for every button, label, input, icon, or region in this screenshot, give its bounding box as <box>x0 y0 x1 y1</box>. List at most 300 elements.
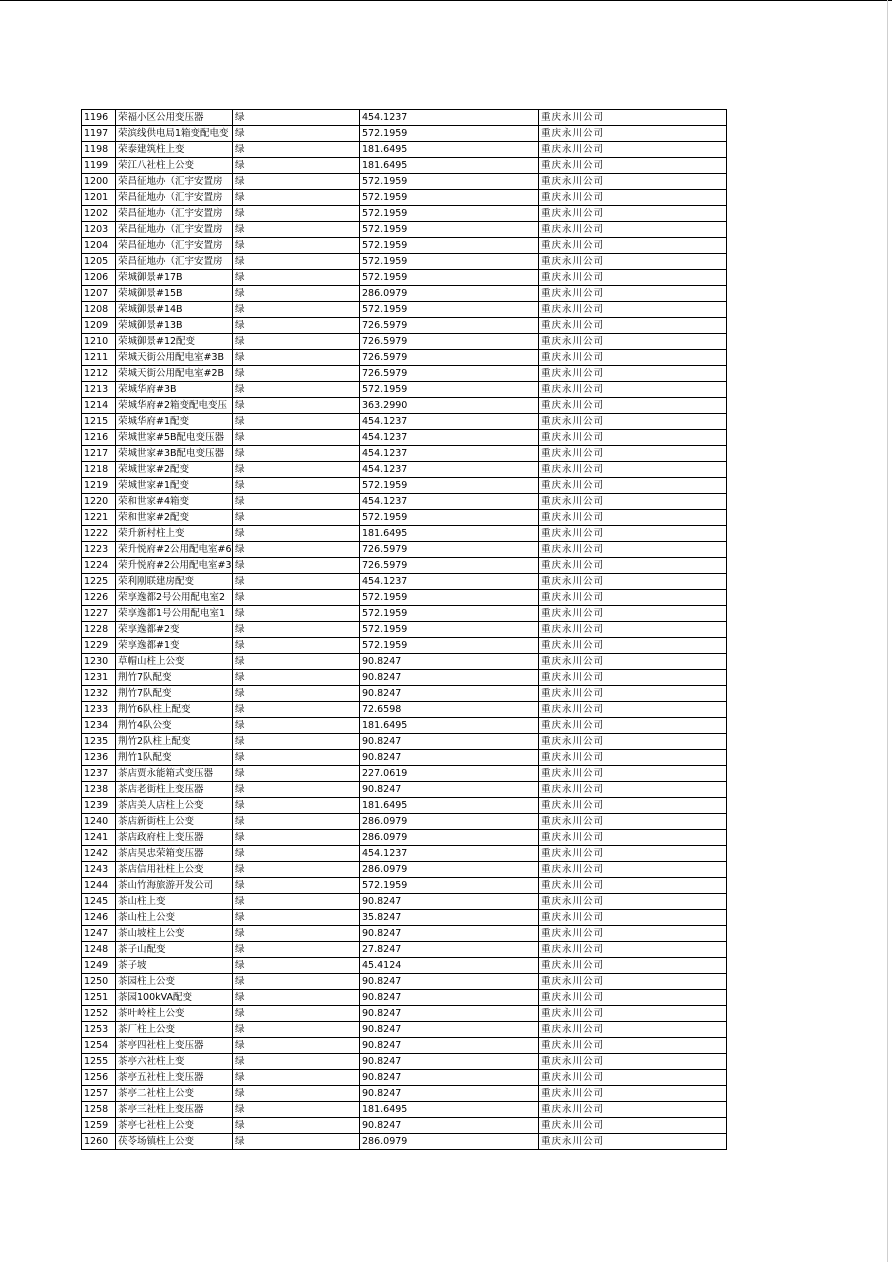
value-cell: 286.0979 <box>360 862 539 878</box>
table-row <box>82 478 727 494</box>
value-cell: 572.1959 <box>360 126 539 142</box>
row-number: 1256 <box>82 1070 116 1086</box>
status-color: 绿 <box>233 238 360 254</box>
row-number: 1232 <box>82 686 116 702</box>
station-name: 茶店新街柱上公变 <box>116 814 233 830</box>
table-body <box>82 110 727 1150</box>
status-color: 绿 <box>233 686 360 702</box>
status-color: 绿 <box>233 702 360 718</box>
row-number: 1216 <box>82 430 116 446</box>
value-cell: 90.8247 <box>360 1038 539 1054</box>
value-cell: 363.2990 <box>360 398 539 414</box>
table-row <box>82 862 727 878</box>
company-cell: 重庆永川公司 <box>539 990 727 1006</box>
row-number: 1201 <box>82 190 116 206</box>
company-cell: 重庆永川公司 <box>539 174 727 190</box>
status-color: 绿 <box>233 462 360 478</box>
status-color: 绿 <box>233 1102 360 1118</box>
company-cell: 重庆永川公司 <box>539 238 727 254</box>
company-cell: 重庆永川公司 <box>539 830 727 846</box>
row-number: 1229 <box>82 638 116 654</box>
row-number: 1210 <box>82 334 116 350</box>
company-cell: 重庆永川公司 <box>539 590 727 606</box>
station-name: 荆竹6队柱上配变 <box>116 702 233 718</box>
company-cell: 重庆永川公司 <box>539 1102 727 1118</box>
company-cell: 重庆永川公司 <box>539 126 727 142</box>
station-name: 荆竹4队公变 <box>116 718 233 734</box>
status-color: 绿 <box>233 878 360 894</box>
status-color: 绿 <box>233 974 360 990</box>
table-row <box>82 734 727 750</box>
company-cell: 重庆永川公司 <box>539 110 727 126</box>
value-cell: 90.8247 <box>360 734 539 750</box>
status-color: 绿 <box>233 814 360 830</box>
station-name: 茶亭五社柱上变压器 <box>116 1070 233 1086</box>
row-number: 1249 <box>82 958 116 974</box>
station-name: 荣城世家#2配变 <box>116 462 233 478</box>
value-cell: 572.1959 <box>360 878 539 894</box>
row-number: 1215 <box>82 414 116 430</box>
value-cell: 90.8247 <box>360 974 539 990</box>
company-cell: 重庆永川公司 <box>539 894 727 910</box>
status-color: 绿 <box>233 654 360 670</box>
status-color: 绿 <box>233 206 360 222</box>
status-color: 绿 <box>233 1118 360 1134</box>
status-color: 绿 <box>233 910 360 926</box>
company-cell: 重庆永川公司 <box>539 766 727 782</box>
value-cell: 572.1959 <box>360 478 539 494</box>
row-number: 1240 <box>82 814 116 830</box>
value-cell: 726.5979 <box>360 366 539 382</box>
table-row <box>82 622 727 638</box>
table-row <box>82 1022 727 1038</box>
row-number: 1221 <box>82 510 116 526</box>
company-cell: 重庆永川公司 <box>539 254 727 270</box>
row-number: 1234 <box>82 718 116 734</box>
status-color: 绿 <box>233 430 360 446</box>
value-cell: 572.1959 <box>360 590 539 606</box>
status-color: 绿 <box>233 638 360 654</box>
station-name: 荣城御景#14B <box>116 302 233 318</box>
status-color: 绿 <box>233 254 360 270</box>
company-cell: 重庆永川公司 <box>539 606 727 622</box>
row-number: 1224 <box>82 558 116 574</box>
status-color: 绿 <box>233 942 360 958</box>
status-color: 绿 <box>233 494 360 510</box>
station-name: 荣和世家#4箱变 <box>116 494 233 510</box>
value-cell: 572.1959 <box>360 606 539 622</box>
company-cell: 重庆永川公司 <box>539 558 727 574</box>
status-color: 绿 <box>233 270 360 286</box>
company-cell: 重庆永川公司 <box>539 398 727 414</box>
station-name: 茶山坡柱上公变 <box>116 926 233 942</box>
row-number: 1231 <box>82 670 116 686</box>
value-cell: 90.8247 <box>360 1070 539 1086</box>
station-name: 荣城世家#1配变 <box>116 478 233 494</box>
table-row <box>82 718 727 734</box>
company-cell: 重庆永川公司 <box>539 462 727 478</box>
station-name: 荣昌征地办（汇宇安置房 <box>116 222 233 238</box>
status-color: 绿 <box>233 622 360 638</box>
station-name: 茶山竹海旅游开发公司 <box>116 878 233 894</box>
company-cell: 重庆永川公司 <box>539 574 727 590</box>
value-cell: 572.1959 <box>360 222 539 238</box>
value-cell: 45.4124 <box>360 958 539 974</box>
status-color: 绿 <box>233 718 360 734</box>
row-number: 1259 <box>82 1118 116 1134</box>
value-cell: 90.8247 <box>360 686 539 702</box>
company-cell: 重庆永川公司 <box>539 846 727 862</box>
value-cell: 454.1237 <box>360 846 539 862</box>
station-name: 荆竹7队配变 <box>116 670 233 686</box>
station-name: 荣享逸都#1变 <box>116 638 233 654</box>
company-cell: 重庆永川公司 <box>539 414 727 430</box>
value-cell: 181.6495 <box>360 526 539 542</box>
company-cell: 重庆永川公司 <box>539 622 727 638</box>
value-cell: 726.5979 <box>360 350 539 366</box>
value-cell: 181.6495 <box>360 798 539 814</box>
station-name: 茶店信用社柱上公变 <box>116 862 233 878</box>
status-color: 绿 <box>233 334 360 350</box>
value-cell: 572.1959 <box>360 302 539 318</box>
table-row <box>82 958 727 974</box>
company-cell: 重庆永川公司 <box>539 750 727 766</box>
table-row <box>82 1070 727 1086</box>
table-row <box>82 590 727 606</box>
value-cell: 227.0619 <box>360 766 539 782</box>
status-color: 绿 <box>233 414 360 430</box>
station-name: 茶园100kVA配变 <box>116 990 233 1006</box>
station-name: 荣江八社柱上公变 <box>116 158 233 174</box>
station-name: 荣城华府#1配变 <box>116 414 233 430</box>
status-color: 绿 <box>233 382 360 398</box>
value-cell: 90.8247 <box>360 782 539 798</box>
row-number: 1230 <box>82 654 116 670</box>
company-cell: 重庆永川公司 <box>539 798 727 814</box>
row-number: 1245 <box>82 894 116 910</box>
station-name: 茶山柱上变 <box>116 894 233 910</box>
station-name: 茶园柱上公变 <box>116 974 233 990</box>
company-cell: 重庆永川公司 <box>539 974 727 990</box>
station-name: 茶厂柱上公变 <box>116 1022 233 1038</box>
value-cell: 90.8247 <box>360 894 539 910</box>
value-cell: 572.1959 <box>360 270 539 286</box>
company-cell: 重庆永川公司 <box>539 782 727 798</box>
table-row <box>82 302 727 318</box>
table-row <box>82 1006 727 1022</box>
table-row <box>82 686 727 702</box>
station-name: 茶山柱上公变 <box>116 910 233 926</box>
row-number: 1226 <box>82 590 116 606</box>
station-name: 荣城御景#12配变 <box>116 334 233 350</box>
status-color: 绿 <box>233 590 360 606</box>
row-number: 1239 <box>82 798 116 814</box>
table-row <box>82 1118 727 1134</box>
status-color: 绿 <box>233 894 360 910</box>
value-cell: 90.8247 <box>360 750 539 766</box>
station-name: 茶店美人店柱上公变 <box>116 798 233 814</box>
status-color: 绿 <box>233 1086 360 1102</box>
station-name: 荣升新村柱上变 <box>116 526 233 542</box>
table-row <box>82 286 727 302</box>
status-color: 绿 <box>233 990 360 1006</box>
status-color: 绿 <box>233 574 360 590</box>
station-name: 荣和世家#2配变 <box>116 510 233 526</box>
value-cell: 90.8247 <box>360 990 539 1006</box>
row-number: 1211 <box>82 350 116 366</box>
table-row <box>82 254 727 270</box>
page-top-border <box>0 0 892 1</box>
table-row <box>82 638 727 654</box>
table-row <box>82 574 727 590</box>
station-name: 荣升悦府#2公用配电室#6 <box>116 542 233 558</box>
company-cell: 重庆永川公司 <box>539 654 727 670</box>
value-cell: 90.8247 <box>360 1022 539 1038</box>
company-cell: 重庆永川公司 <box>539 638 727 654</box>
row-number: 1209 <box>82 318 116 334</box>
status-color: 绿 <box>233 798 360 814</box>
table-row <box>82 878 727 894</box>
station-name: 茶亭二社柱上公变 <box>116 1086 233 1102</box>
row-number: 1247 <box>82 926 116 942</box>
company-cell: 重庆永川公司 <box>539 430 727 446</box>
row-number: 1227 <box>82 606 116 622</box>
table-row <box>82 766 727 782</box>
company-cell: 重庆永川公司 <box>539 814 727 830</box>
status-color: 绿 <box>233 1038 360 1054</box>
value-cell: 286.0979 <box>360 1134 539 1150</box>
value-cell: 726.5979 <box>360 542 539 558</box>
station-name: 茶店昊忠荣箱变压器 <box>116 846 233 862</box>
table-row <box>82 142 727 158</box>
station-name: 荆竹7队配变 <box>116 686 233 702</box>
station-name: 荣昌征地办（汇宇安置房 <box>116 174 233 190</box>
value-cell: 90.8247 <box>360 654 539 670</box>
status-color: 绿 <box>233 302 360 318</box>
station-name: 茶店政府柱上变压器 <box>116 830 233 846</box>
table-row <box>82 126 727 142</box>
company-cell: 重庆永川公司 <box>539 350 727 366</box>
value-cell: 90.8247 <box>360 670 539 686</box>
row-number: 1223 <box>82 542 116 558</box>
page-right-edge <box>887 0 888 1262</box>
row-number: 1233 <box>82 702 116 718</box>
company-cell: 重庆永川公司 <box>539 718 727 734</box>
table-row <box>82 398 727 414</box>
table-row <box>82 990 727 1006</box>
status-color: 绿 <box>233 606 360 622</box>
value-cell: 454.1237 <box>360 430 539 446</box>
status-color: 绿 <box>233 1070 360 1086</box>
company-cell: 重庆永川公司 <box>539 1038 727 1054</box>
value-cell: 90.8247 <box>360 1054 539 1070</box>
company-cell: 重庆永川公司 <box>539 382 727 398</box>
table-row <box>82 782 727 798</box>
table-row <box>82 446 727 462</box>
status-color: 绿 <box>233 350 360 366</box>
station-name: 茶子山配变 <box>116 942 233 958</box>
row-number: 1236 <box>82 750 116 766</box>
station-name: 茶叶岭柱上公变 <box>116 1006 233 1022</box>
table-row <box>82 350 727 366</box>
status-color: 绿 <box>233 1006 360 1022</box>
value-cell: 27.8247 <box>360 942 539 958</box>
row-number: 1212 <box>82 366 116 382</box>
station-name: 荆竹1队配变 <box>116 750 233 766</box>
value-cell: 454.1237 <box>360 110 539 126</box>
table-row <box>82 654 727 670</box>
table-row <box>82 702 727 718</box>
station-name: 荣利刚联建房配变 <box>116 574 233 590</box>
value-cell: 454.1237 <box>360 574 539 590</box>
status-color: 绿 <box>233 1022 360 1038</box>
table-row <box>82 1086 727 1102</box>
table-row <box>82 510 727 526</box>
value-cell: 572.1959 <box>360 190 539 206</box>
value-cell: 454.1237 <box>360 462 539 478</box>
row-number: 1220 <box>82 494 116 510</box>
table-row <box>82 206 727 222</box>
station-name: 茶店贾永能箱式变压器 <box>116 766 233 782</box>
row-number: 1253 <box>82 1022 116 1038</box>
value-cell: 181.6495 <box>360 1102 539 1118</box>
row-number: 1254 <box>82 1038 116 1054</box>
value-cell: 72.6598 <box>360 702 539 718</box>
station-name: 茶亭四社柱上变压器 <box>116 1038 233 1054</box>
table-row <box>82 334 727 350</box>
row-number: 1255 <box>82 1054 116 1070</box>
value-cell: 35.8247 <box>360 910 539 926</box>
table-row <box>82 606 727 622</box>
company-cell: 重庆永川公司 <box>539 670 727 686</box>
value-cell: 572.1959 <box>360 206 539 222</box>
value-cell: 726.5979 <box>360 334 539 350</box>
station-name: 荣城世家#3B配电变压器 <box>116 446 233 462</box>
company-cell: 重庆永川公司 <box>539 702 727 718</box>
station-name: 茶亭三社柱上变压器 <box>116 1102 233 1118</box>
row-number: 1202 <box>82 206 116 222</box>
row-number: 1257 <box>82 1086 116 1102</box>
station-name: 荣享逸都#2变 <box>116 622 233 638</box>
company-cell: 重庆永川公司 <box>539 542 727 558</box>
company-cell: 重庆永川公司 <box>539 686 727 702</box>
table-row <box>82 270 727 286</box>
company-cell: 重庆永川公司 <box>539 158 727 174</box>
status-color: 绿 <box>233 110 360 126</box>
value-cell: 181.6495 <box>360 718 539 734</box>
table-row <box>82 158 727 174</box>
row-number: 1197 <box>82 126 116 142</box>
status-color: 绿 <box>233 1134 360 1150</box>
table-row <box>82 814 727 830</box>
table-row <box>82 1134 727 1150</box>
row-number: 1228 <box>82 622 116 638</box>
company-cell: 重庆永川公司 <box>539 366 727 382</box>
value-cell: 454.1237 <box>360 494 539 510</box>
row-number: 1200 <box>82 174 116 190</box>
station-name: 荣升悦府#2公用配电室#3 <box>116 558 233 574</box>
value-cell: 90.8247 <box>360 926 539 942</box>
status-color: 绿 <box>233 846 360 862</box>
table-row <box>82 894 727 910</box>
table-row <box>82 430 727 446</box>
table-row <box>82 910 727 926</box>
status-color: 绿 <box>233 286 360 302</box>
row-number: 1213 <box>82 382 116 398</box>
status-color: 绿 <box>233 190 360 206</box>
status-color: 绿 <box>233 478 360 494</box>
row-number: 1243 <box>82 862 116 878</box>
status-color: 绿 <box>233 830 360 846</box>
row-number: 1196 <box>82 110 116 126</box>
company-cell: 重庆永川公司 <box>539 222 727 238</box>
station-name: 荣昌征地办（汇宇安置房 <box>116 254 233 270</box>
company-cell: 重庆永川公司 <box>539 1054 727 1070</box>
row-number: 1222 <box>82 526 116 542</box>
row-number: 1203 <box>82 222 116 238</box>
value-cell: 90.8247 <box>360 1086 539 1102</box>
table-row <box>82 414 727 430</box>
row-number: 1214 <box>82 398 116 414</box>
company-cell: 重庆永川公司 <box>539 478 727 494</box>
table-row <box>82 222 727 238</box>
status-color: 绿 <box>233 222 360 238</box>
company-cell: 重庆永川公司 <box>539 1086 727 1102</box>
station-name: 荣享逸都2号公用配电室2 <box>116 590 233 606</box>
value-cell: 181.6495 <box>360 158 539 174</box>
row-number: 1242 <box>82 846 116 862</box>
station-name: 茶子坡 <box>116 958 233 974</box>
status-color: 绿 <box>233 750 360 766</box>
table-row <box>82 366 727 382</box>
station-name: 荣城华府#2箱变配电变压 <box>116 398 233 414</box>
row-number: 1199 <box>82 158 116 174</box>
row-number: 1252 <box>82 1006 116 1022</box>
company-cell: 重庆永川公司 <box>539 206 727 222</box>
status-color: 绿 <box>233 142 360 158</box>
status-color: 绿 <box>233 782 360 798</box>
value-cell: 572.1959 <box>360 238 539 254</box>
company-cell: 重庆永川公司 <box>539 318 727 334</box>
status-color: 绿 <box>233 1054 360 1070</box>
row-number: 1225 <box>82 574 116 590</box>
table-row <box>82 974 727 990</box>
row-number: 1219 <box>82 478 116 494</box>
station-name: 荣昌征地办（汇宇安置房 <box>116 206 233 222</box>
value-cell: 726.5979 <box>360 318 539 334</box>
company-cell: 重庆永川公司 <box>539 1006 727 1022</box>
station-name: 荣昌征地办（汇宇安置房 <box>116 190 233 206</box>
station-name: 荣城华府#3B <box>116 382 233 398</box>
table-row <box>82 318 727 334</box>
company-cell: 重庆永川公司 <box>539 510 727 526</box>
station-name: 荣城御景#17B <box>116 270 233 286</box>
value-cell: 454.1237 <box>360 446 539 462</box>
status-color: 绿 <box>233 926 360 942</box>
table-row <box>82 190 727 206</box>
station-name: 荣城御景#15B <box>116 286 233 302</box>
company-cell: 重庆永川公司 <box>539 1118 727 1134</box>
row-number: 1250 <box>82 974 116 990</box>
company-cell: 重庆永川公司 <box>539 302 727 318</box>
row-number: 1241 <box>82 830 116 846</box>
value-cell: 286.0979 <box>360 830 539 846</box>
status-color: 绿 <box>233 734 360 750</box>
row-number: 1208 <box>82 302 116 318</box>
status-color: 绿 <box>233 126 360 142</box>
company-cell: 重庆永川公司 <box>539 446 727 462</box>
status-color: 绿 <box>233 542 360 558</box>
